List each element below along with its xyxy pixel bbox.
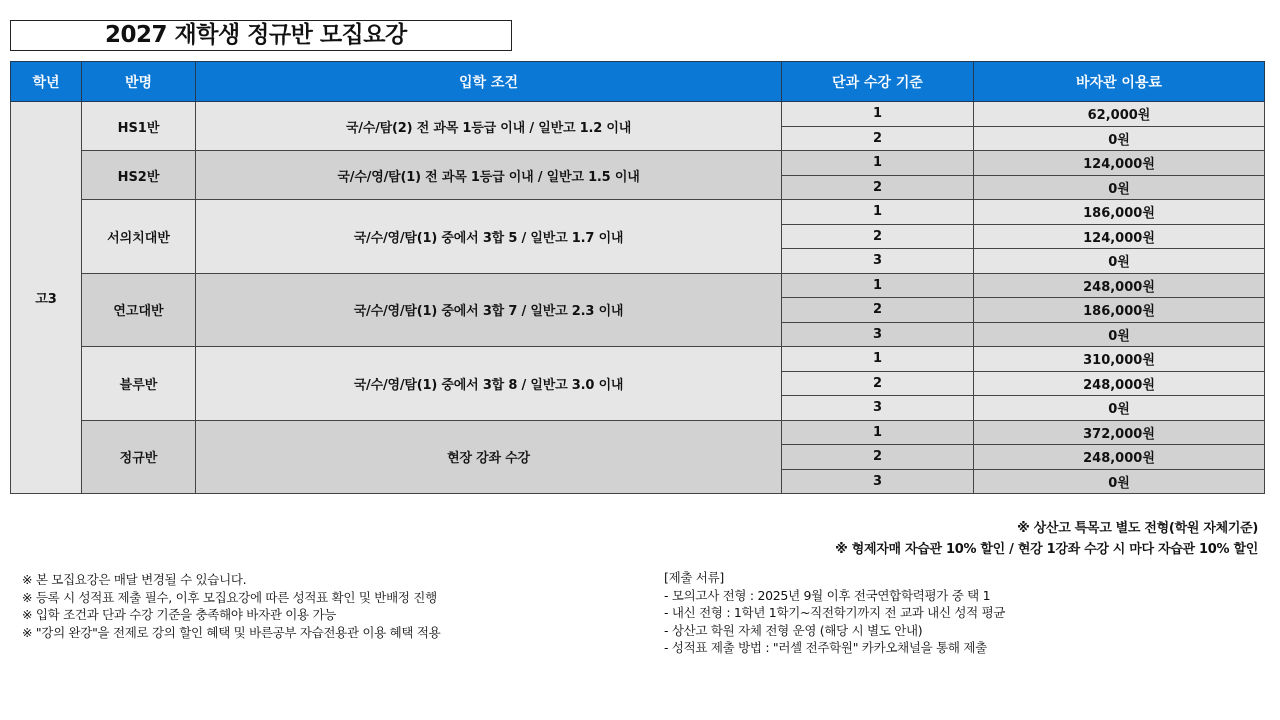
document-item: - 성적표 제출 방법 : "러셀 전주학원" 카카오채널을 통해 제출: [664, 640, 987, 655]
general-note: ※ 입학 조건과 단과 수강 기준을 충족해야 바자관 이용 가능: [22, 607, 337, 622]
condition-cell: 국/수/탐(2) 전 과목 1등급 이내 / 일반고 1.2 이내: [196, 102, 782, 151]
header-admission-condition: 입학 조건: [196, 62, 782, 102]
documents-heading: [제출 서류]: [664, 570, 724, 585]
fee-cell: 0원: [974, 322, 1265, 347]
tier-cell: 2: [782, 224, 974, 249]
tier-cell: 3: [782, 469, 974, 494]
fee-cell: 248,000원: [974, 371, 1265, 396]
table-header-row: [11, 62, 1265, 102]
tier-cell: 3: [782, 396, 974, 421]
condition-cell: 국/수/영/탐(1) 전 과목 1등급 이내 / 일반고 1.5 이내: [196, 151, 782, 200]
fee-cell: 372,000원: [974, 420, 1265, 445]
table-row: [11, 420, 1265, 445]
fee-cell: 0원: [974, 396, 1265, 421]
fee-cell: 0원: [974, 175, 1265, 200]
tier-cell: 3: [782, 249, 974, 274]
tier-cell: 1: [782, 102, 974, 127]
header-course-standard: 단과 수강 기준: [782, 62, 974, 102]
tier-cell: 1: [782, 420, 974, 445]
condition-cell: 국/수/영/탐(1) 중에서 3합 8 / 일반고 3.0 이내: [196, 347, 782, 421]
fee-cell: 124,000원: [974, 151, 1265, 176]
required-documents: [664, 569, 1005, 657]
fee-cell: 62,000원: [974, 102, 1265, 127]
table-row: [11, 273, 1265, 298]
fee-cell: 0원: [974, 126, 1265, 151]
document-item: - 내신 전형 : 1학년 1학기~직전학기까지 전 교과 내신 성적 평균: [664, 605, 1006, 620]
fee-table: [10, 61, 1265, 494]
header-fee: 바자관 이용료: [974, 62, 1265, 102]
fee-cell: 310,000원: [974, 347, 1265, 372]
tier-cell: 1: [782, 347, 974, 372]
class-name-cell: 서의치대반: [82, 200, 196, 274]
tier-cell: 2: [782, 126, 974, 151]
tier-cell: 2: [782, 445, 974, 470]
fee-cell: 0원: [974, 249, 1265, 274]
class-name-cell: HS1반: [82, 102, 196, 151]
class-name-cell: 정규반: [82, 420, 196, 494]
table-row: [11, 151, 1265, 176]
class-name-cell: 블루반: [82, 347, 196, 421]
tier-cell: 2: [782, 298, 974, 323]
class-name-cell: HS2반: [82, 151, 196, 200]
header-grade: 학년: [11, 62, 82, 102]
condition-cell: 국/수/영/탐(1) 중에서 3합 7 / 일반고 2.3 이내: [196, 273, 782, 347]
document-item: - 모의고사 전형 : 2025년 9월 이후 전국연합학력평가 중 택 1: [664, 587, 991, 603]
table-row: [11, 347, 1265, 372]
general-note: ※ 본 모집요강은 매달 변경될 수 있습니다.: [22, 572, 247, 587]
general-notes: [22, 571, 440, 641]
tier-cell: 2: [782, 371, 974, 396]
fee-cell: 186,000원: [974, 200, 1265, 225]
tier-cell: 1: [782, 151, 974, 176]
fee-cell: 248,000원: [974, 445, 1265, 470]
tier-cell: 2: [782, 175, 974, 200]
condition-cell: 현장 강좌 수강: [196, 420, 782, 494]
header-class-name: 반명: [82, 62, 196, 102]
fee-cell: 124,000원: [974, 224, 1265, 249]
table-row: [11, 102, 1265, 127]
fee-cell: 0원: [974, 469, 1265, 494]
grade-cell: 고3: [11, 102, 82, 494]
special-note: ※ 상산고 특목고 별도 전형(학원 자체기준): [1017, 521, 1258, 536]
tier-cell: 1: [782, 273, 974, 298]
fee-cell: 186,000원: [974, 298, 1265, 323]
class-name-cell: 연고대반: [82, 273, 196, 347]
tier-cell: 1: [782, 200, 974, 225]
fee-cell: 248,000원: [974, 273, 1265, 298]
condition-cell: 국/수/영/탐(1) 중에서 3합 5 / 일반고 1.7 이내: [196, 200, 782, 274]
table-row: [11, 200, 1265, 225]
special-notes: [835, 518, 1258, 560]
tier-cell: 3: [782, 322, 974, 347]
special-note: ※ 형제자매 자습관 10% 할인 / 현강 1강좌 수강 시 마다 자습관 10% 할인: [835, 542, 1258, 557]
page-title: 2027 재학생 정규반 모집요강: [10, 20, 512, 51]
general-note: ※ "강의 완강"을 전제로 강의 할인 혜택 및 바른공부 자습전용관 이용 혜택 적용: [22, 624, 441, 640]
document-item: - 상산고 학원 자체 전형 운영 (해당 시 별도 안내): [664, 622, 923, 638]
general-note: ※ 등록 시 성적표 제출 필수, 이후 모집요강에 따른 성적표 확인 및 반배정 진행: [22, 589, 437, 605]
